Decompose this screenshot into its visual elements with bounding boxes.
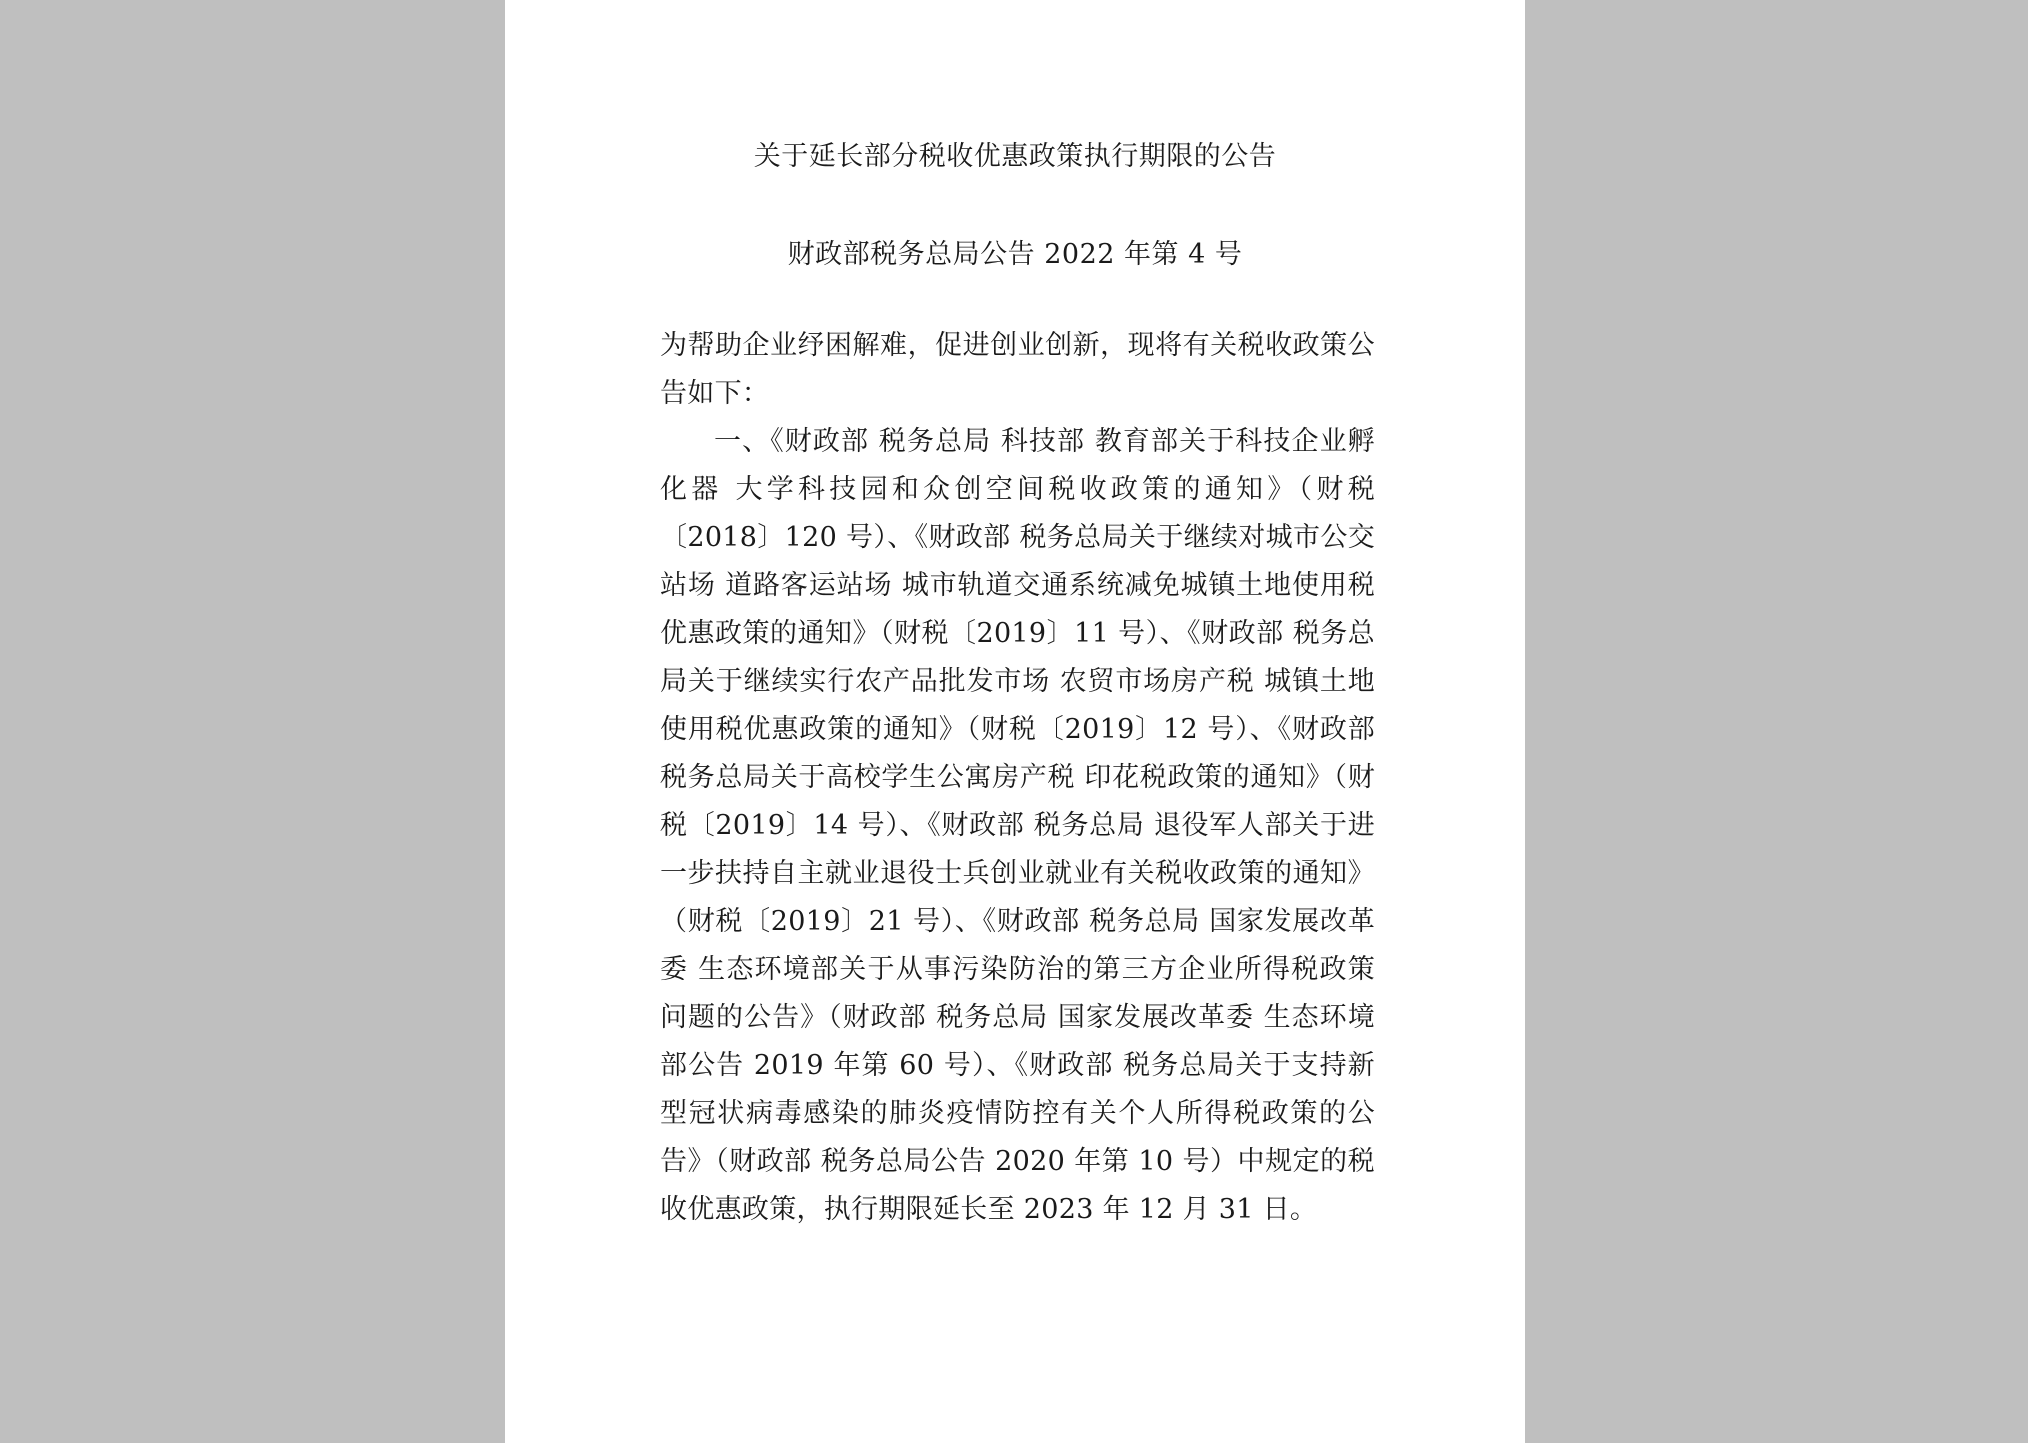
document-number: 财政部税务总局公告 2022 年第 4 号 bbox=[787, 239, 1243, 270]
document-body bbox=[660, 322, 1375, 1234]
intro-paragraph: 为帮助企业纾困解难，促进创业创新，现将有关税收政策公告如下： bbox=[660, 330, 1375, 409]
document-page bbox=[505, 0, 1525, 1443]
body-paragraph-1: 一、《财政部 税务总局 科技部 教育部关于科技企业孵化器 大学科技园和众创空间税收政策的通知》（财税〔2018〕120 号）、《财政部 税务总局关于继续对城市公交站场 道路客运站场 城市轨道交通系统减免城镇土地使用税优惠政策的通知》（财税〔2019〕11 号）、《财政部 税务总局关于继续实行农产品批发市场 农贸市场房产税 城镇土地使用税优惠政策的通知》（财税〔2019〕12 号）、《财政部 税务总局关于高校学生公寓房产税 印花税政策的通知》（财税〔2019〕14 号）、《财政部 税务总局 退役军人部关于进一步扶持自主就业退役士兵创业就业有关税收政策的通知》（财税〔2019〕21 号）、《财政部 税务总局 国家发展改革委 生态环境部关于从事污染防治的第三方企业所得税政策问题的公告》（财政部 税务总局 国家发展改革委 生态环境部公告 2019 年第 60 号）、《财政部 税务总局关于支持新型冠状病毒感染的肺炎疫情防控有关个人所得税政策的公告》（财政部 税务总局公告 2020 年第 10 号）中规定的税收优惠政策，执行期限延长至 2023 年 12 月 31 日。 bbox=[660, 426, 1375, 1225]
document-title: 关于延长部分税收优惠政策执行期限的公告 bbox=[753, 141, 1277, 172]
